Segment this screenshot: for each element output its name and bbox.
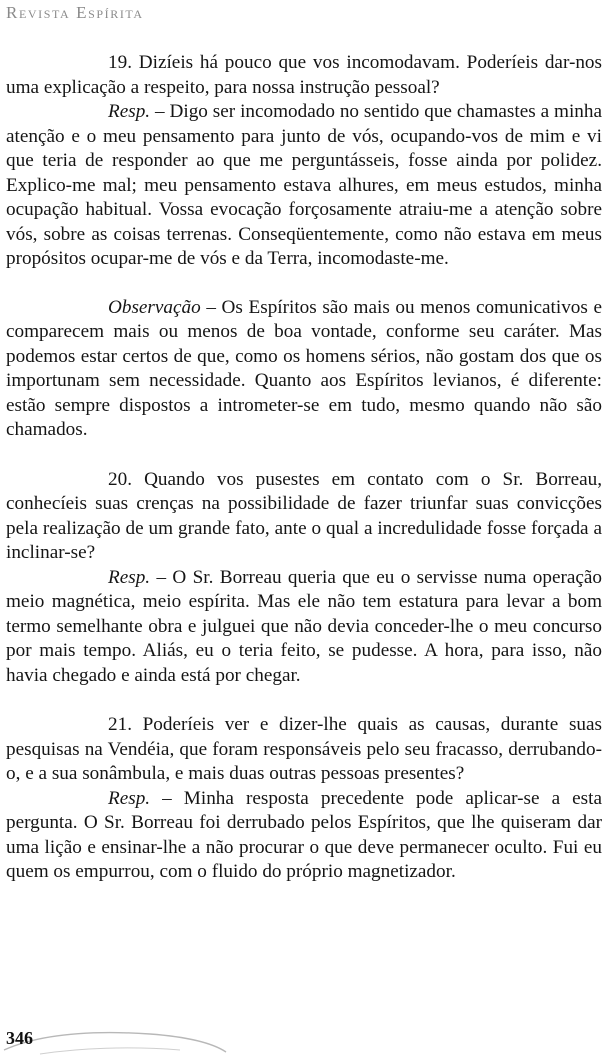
page-body — [6, 51, 602, 885]
answer-20 — [6, 566, 602, 689]
answer-21-text: – Minha resposta precedente pode aplicar-se a esta pergunta. O Sr. Borreau foi derrubado pelos Espíritos, que lhe quiseram dar uma lição e ensinar-lhe a não procurar o que deve permanecer oculto. Fui eu quem os empurrou, com o fluido do próprio magnetizador. — [6, 787, 602, 882]
answer-21 — [6, 787, 602, 885]
answer-19 — [6, 100, 602, 272]
running-head: Revista Espírita — [6, 3, 144, 22]
resp-label: Resp. — [108, 566, 151, 588]
question-20: 20. Quando vos pusestes em contato com o Sr. Borreau, conhecíeis suas crenças na possibilidade de fazer triunfar suas convicções pela realização de um grande fato, ante o qual a incredulidade fosse forçada a inclinar-se? — [6, 468, 602, 563]
question-21: 21. Poderíeis ver e dizer-lhe quais as causas, durante suas pesquisas na Vendéia, que foram responsáveis pelo seu fracasso, derrubando-o, e a sua sonâmbula, e mais duas outras pessoas presentes? — [6, 714, 602, 784]
observation-label: Observação — [108, 296, 201, 318]
answer-20-text: – O Sr. Borreau queria que eu o servisse numa operação meio magnética, meio espírita. Mas ele não tem estatura para levar a bom termo semelhante obra e julguei que não devia conceder-lhe o meu concurso por mais tempo. Aliás, eu o teria feito, se pudesse. A hora, para isso, não havia chegado e ainda está por chegar. — [6, 566, 602, 686]
resp-label: Resp. — [108, 787, 151, 809]
question-19: 19. Dizíeis há pouco que vos incomodavam. Poderíeis dar-nos uma explicação a respeito, para nossa instrução pessoal? — [6, 52, 602, 98]
answer-19-text: – Digo ser incomodado no sentido que chamastes a minha atenção e o meu pensamento para junto de vós, ocupando-vos de mim e vi que teria de responder ao que me perguntásseis, fosse ainda por polidez. Explico-me mal; meu pensamento estava alhures, em meus estudos, minha ocupação habitual. Vossa evocação forçosamente atraiu-me a atenção sobre vós, sobre as coisas terrenas. Conseqüentemente, como não estava em meus propósitos ocupar-me de vós e da Terra, incomodaste-me. — [6, 101, 602, 269]
observation-text: – Os Espíritos são mais ou menos comunicativos e comparecem mais ou menos de boa vontade, conforme seu caráter. Mas podemos estar certos de que, como os homens sérios, não gostam dos que os importunam sem necessidade. Quanto aos Espíritos levianos, é diferente: estão sempre dispostos a intrometer-se em tudo, mesmo quando não são chamados. — [6, 296, 602, 440]
page-number: 346 — [6, 1028, 33, 1048]
resp-label: Resp. — [108, 101, 151, 122]
observation-paragraph — [6, 296, 602, 443]
page-number-swash — [0, 1024, 230, 1058]
